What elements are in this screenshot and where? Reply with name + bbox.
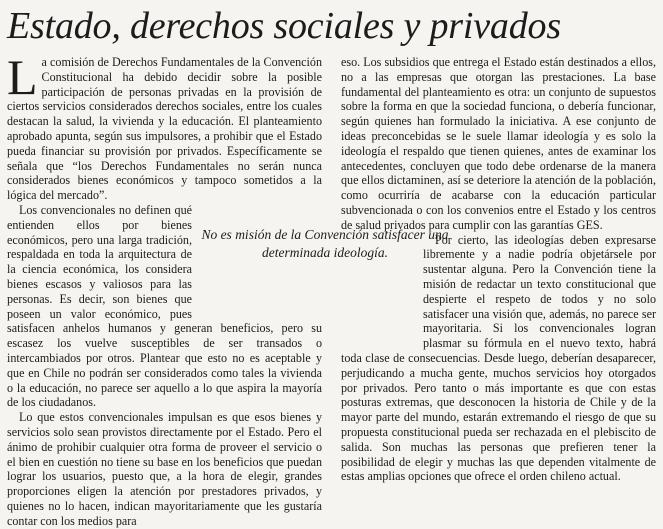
- paragraph: Por cierto, las ideologías deben expresarse libremente y a nadie podría objetársele por sustentar alguna. Pero la Convención tiene la misión de redactar un texto constitucional que despierte el respeto de todos y no solo satisfacer una visión que, además, no parece ser mayoritaria. Si los convencionales logran plasmar su fórmula en el nuevo texto, habrá toda clase de consecuencias. Desde luego, deberían desaparecer, perjudicando a mucha gente, muchos servicios hoy otorgados por privados. Pero tanto o más importante es que con estas posturas extremas, que desconocen la historia de Chile y de la mayor parte del mundo, estarán extremando el riesgo de que su propuesta constitucional pueda ser rechazada en el plebiscito de salida. Son muchas las personas que prefieren tener la posibilidad de elegir y muchas las que dependen vitalmente de estas amplias opciones que ofrece el orden chileno actual.: [341, 232, 656, 484]
- dropcap: L: [7, 49, 38, 105]
- headline: Estado, derechos sociales y privados: [7, 5, 561, 47]
- left-column: [7, 49, 322, 529]
- paragraph: eso. Los subsidios que entrega el Estado están destinados a ellos, no a las empresas que otorgan las prestaciones. La base fundamental del planteamiento es otra: un conjunto de supuestos sobre la forma en que la sociedad funciona, o debería funcionar, según quienes han formulado la iniciativa. A ese conjunto de ideas preconcebidas se le suele llamar ideología y es solo la ideología el respaldo que tienen quienes, antes de examinar los antecedentes, concluyen que todo debe ordenarse de la manera que ellos dictaminen, así se deteriore la atención de la población, como ocurriría de acabarse con la educación particular subvencionada o con los convenios entre el Estado y los centros de salud privados para cumplir con las garantías GES.: [341, 55, 656, 232]
- pull-quote: No es misión de la Convención satisfacer una determinada ideología.: [201, 227, 449, 260]
- right-column: [341, 55, 656, 484]
- paragraph: Lo que estos convencionales impulsan es que esos bienes y servicios solo sean provistos directamente por el Estado. Pero el ánimo de prohibir cualquier otra forma de proveer el servicio o el bien en cuestión no tiene su base en los beneficios que puedan lograr los usuarios, puesto que, a la hora de elegir, grandes proporciones eligen la atención por prestadores privados, y quienes no lo hacen, indican mayoritariamente que les gustaría contar con los medios para: [7, 410, 322, 528]
- paragraph: Los convencionales no definen qué entienden ellos por bienes económicos, pero una larga tradición, respaldada en toda la arquitectura de la ciencia económica, los considera bienes escasos y valiosos para las personas. Es decir, son bienes que poseen un valor económico, pues satisfacen anhelos humanos y generan beneficios, pero su escasez los vuelve susceptibles de ser transados o intercambiados por otros. Plantear que esto no es aceptable y que en Chile no podrán ser considerados como tales la vivienda o la educación, no parece ser aquello a lo que aspira la mayoría de los ciudadanos.: [7, 202, 322, 410]
- paragraph: a comisión de Derechos Fundamentales de la Convención Constitucional ha debido decidir sobre la posible participación de personas privadas en la provisión de ciertos servicios considerados derechos sociales, entre los cuales destacan la salud, la vivienda y la educación. El planteamiento aprobado apunta, según sus impulsores, a prohibir que el Estado pueda financiar su provisión por privados. Específicamente se señala que “los Derechos Fundamentales no serán nunca considerados bienes económicos y tampoco sometidos a la lógica del mercado”.: [7, 55, 322, 203]
